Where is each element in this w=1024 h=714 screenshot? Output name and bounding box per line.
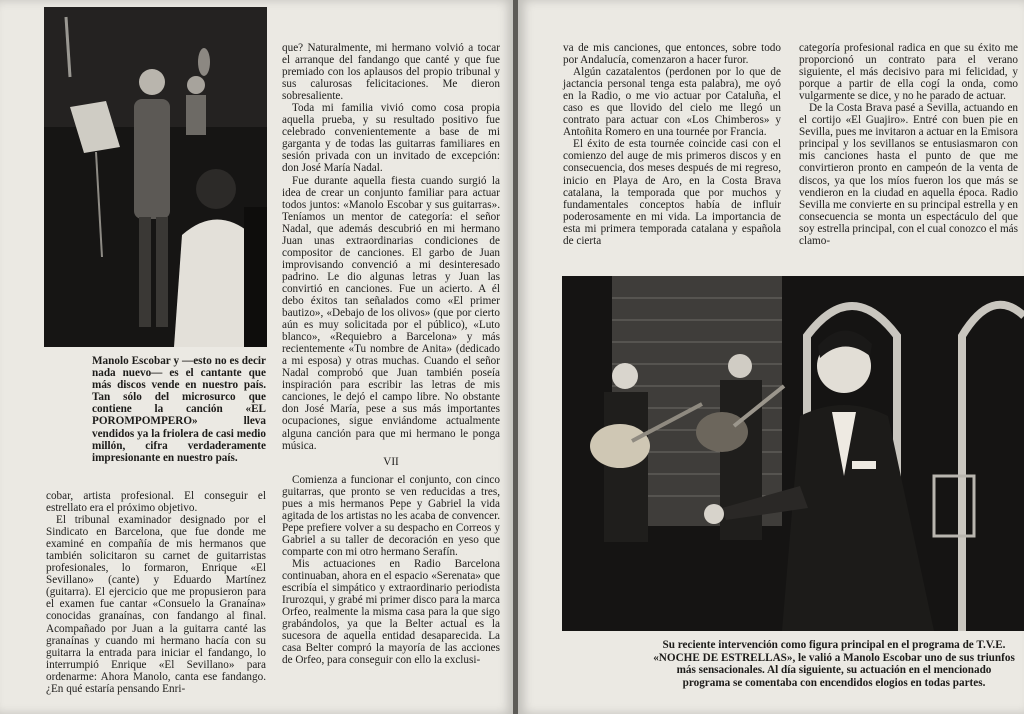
paragraph: categoría profesional radica en que su éxito me proporcionó un contrato para el verano siguiente, el más decisivo para mi felicidad, y porque a partir de ella cogí la onda, como vulgarmente se dice, y no he parado de actuar. xyxy=(799,42,1018,103)
paragraph: Mis actuaciones en Radio Barcelona continuaban, ahora en el espacio «Serenata» que escribía el simpático y extraordinario periodista Irurozqui, y grabé mi primer disco para la marca Orfeo, realmente la misma casa para la que sigo grabándolos, ya que la Belter actual es la sucesora de aquella entidad desaparecida. La casa Belter compró la mayoría de las acciones de Orfeo, para conseguir con ello la exclusi- xyxy=(282,557,500,667)
tv-performance-photo-icon xyxy=(562,276,1024,631)
paragraph: Comienza a funcionar el conjunto, con cinco guitarras, que pronto se ven reducidas a tres, pues a mis hermanos Pepe y Gabriel la vida agitada de los artistas no les acaba de convencer. Pepe prefiere volver a su despacho en Correos y Gabriel a su taller de decoración en yeso que comparte con mi otro hermano Serafín. xyxy=(282,473,500,558)
text-column-3 xyxy=(563,42,781,247)
text-column-2 xyxy=(282,42,500,666)
text-column-1 xyxy=(46,490,266,695)
paragraph: cobar, artista profesional. El conseguir el estrellato era el próximo objetivo. xyxy=(46,490,266,515)
paragraph: Algún cazatalentos (perdonen por lo que de jactancia personal tenga esta palabra), me oyó en la Radio, o me vio actuar por Cataluña, el caso es que llovido del cielo me llegó un contrato para actuar con «Los Chimberos» y Antoñita Romero en una tournée por Francia. xyxy=(563,66,781,139)
paragraph: El éxito de esta tournée coincide casi con el comienzo del auge de mis primeros discos y en consecuencia, dos meses después de mi regreso, inicio en Playa de Aro, en la Costa Brava catalana, la temporada que por muchos y fundamentales conceptos había de influir poderosamente en mi vida. La importancia de esta mi primera temporada catalana y española de cierta xyxy=(563,138,781,247)
paragraph: va de mis canciones, que entonces, sobre todo por Andalucía, comenzaron a hacer furor. xyxy=(563,42,781,67)
paragraph: De la Costa Brava pasé a Sevilla, actuando en el cortijo «El Guajiro». Entré con buen pie en Sevilla, pues me invitaron a actuar en la Emisora principal y los sevillanos se entusiasmaron con mis canciones hasta el punto de que me convirtieron pronto en campeón de la venta de discos, ya que los míos fueron los que más se vendieron en la ciudad en aquella época. Radio Sevilla me convierte en su principal estrella y en consecuencia se monta un espectáculo del que soy estrella principal, con el cual conozco el más clamo- xyxy=(799,102,1019,247)
photo-caption-right: Su reciente intervención como figura principal en el programa de T.V.E. «NOCHE DE ESTRELLAS», le valió a Manolo Escobar uno de sus triunfos más sensacionales. Al día siguiente, su actuación en el mencionado programa se comentaba con encendidos elogios en todas partes. xyxy=(653,639,1015,689)
paragraph: Toda mi familia vivió como cosa propia aquella prueba, y su resultado positivo fue celebrado convenientemente a base de mi garganta y de todas las guitarras familiares en sesión privada con un invitado de excepción: don José María Nadal. xyxy=(282,102,500,175)
paragraph: El tribunal examinador designado por el Sindicato en Barcelona, que fue donde me examiné en compañía de mis hermanos que también solicitaron su carnet de guitarristas profesionales, lo formaron, Enrique «El Sevillano» (cante) y Eduardo Martínez (guitarra). El ejercicio que me propusieron para el examen fue cantar «Consuelo la Granaína» conocidas granaínas, con fandango al final. Acompañado por Juan a la guitarra canté las granaínas y cuando mi hermano hacía con su guitarra la entrada para iniciar el fandango, lo interrumpió Enrique «El Sevillano» para ordenarme: Ahora Manolo, canta ese fandango. ¿En qué estaría pensando Enri- xyxy=(46,514,266,695)
photo-caption-left: Manolo Escobar y —esto no es decir nada nuevo— es el cantante que más discos vende en nuestro país. Tan sólo del microsurco que contiene la canción «EL POROMPOMPERO» lleva vendidos ya la friolera de casi medio millón, cifra verdaderamente impresionante en nuestro país. xyxy=(92,355,266,464)
chapter-heading: VII xyxy=(383,455,399,468)
paragraph: que? Naturalmente, mi hermano volvió a tocar el arranque del fandango que canté y que fue premiado con los aplausos del propio tribunal y sus calurosas felicitaciones. Me dieron sobresaliente. xyxy=(282,42,500,103)
tv-performance-photo xyxy=(562,276,1024,631)
paragraph: Fue durante aquella fiesta cuando surgió la idea de crear un conjunto familiar para actuar todos juntos: «Manolo Escobar y sus guitarras». Teníamos un mentor de categoría: el señor Nadal, que además descubrió en mi hermano Juan unas extraordinarias condiciones de compositor de canciones. El garbo de Juan improvisando convenció a mi desinteresado padrino. Le dio algunas letras y Juan las convirtió en canciones. Fue un acierto. A él debo éxitos tan señalados como «El primer bautizo», «Debajo de los olivos» (que por cierto aún es muy solicitada por el público), «Luto blanco», «Requiebro a Barcelona» y más recientemente «Tu nombre de Anita» (dedicado a mi esposa) y otras muchas. Cuando el señor Nadal comprobó que Juan también poseía inspiración para escribir las letras de mis canciones, le dejó el campo libre. No obstante don José María, pese a sus más importantes ocupaciones, sigue enviándome actualmente alguna canción para que mi hermano le ponga música. xyxy=(282,174,500,452)
stage-singer-photo-icon xyxy=(44,7,267,347)
stage-singer-photo xyxy=(44,7,267,347)
text-column-4 xyxy=(799,42,1018,247)
